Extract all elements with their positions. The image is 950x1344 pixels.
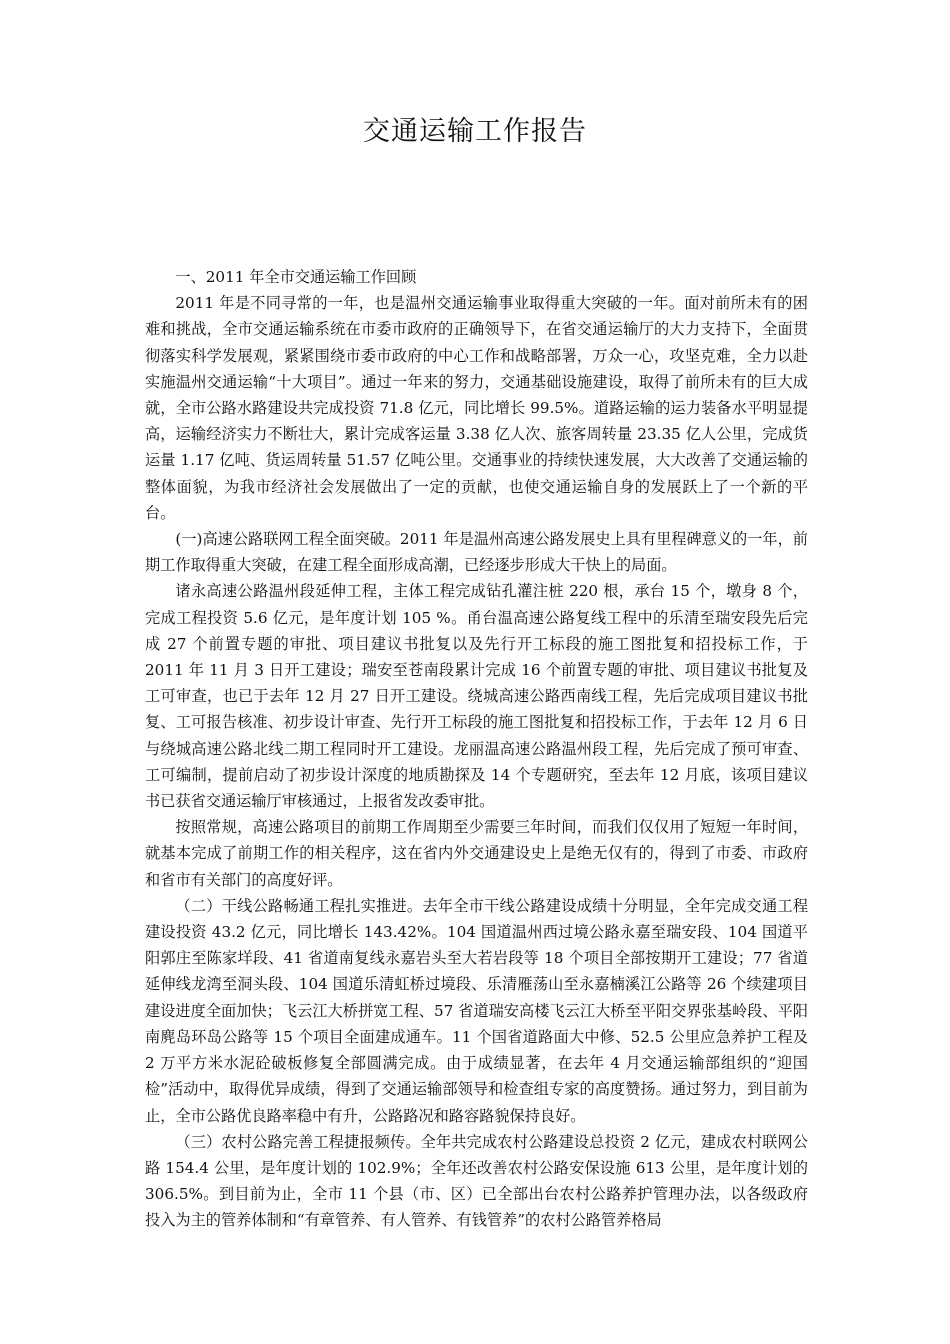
- paragraph-expressway: (一)高速公路联网工程全面突破。2011 年是温州高速公路发展史上具有里程碑意义的一年，前期工作取得重大突破，在建工程全面形成高潮，已经逐步形成大干快上的局面。: [145, 530, 808, 575]
- paragraph-rural-roads: （三）农村公路完善工程捷报频传。全年共完成农村公路建设总投资 2 亿元，建成农村联网公路 154.4 公里，是年度计划的 102.9%；全年还改善农村公路安保设施 613 公里，是年度计划的 306.5%。到目前为止，全市 11 个县（市、区）已全部出台农村公路养护管理办法，以各级政府投入为主的管养体制和“有章管养、有人管养、有钱管养”的农村公路管养格局: [145, 1132, 808, 1230]
- paragraph-trunk-roads: （二）干线公路畅通工程扎实推进。去年全市干线公路建设成绩十分明显，全年完成交通工程建设投资 43.2 亿元，同比增长 143.42%。104 国道温州西过境公路永嘉至瑞安段、104 国道平阳郭庄至陈家垟段、41 省道南复线永嘉岩头至大若岩段等 18 个项目全部按期开工建设；77 省道延伸线龙湾至洞头段、104 国道乐清虹桥过境段、乐清雁荡山至永嘉楠溪江公路等 26 个续建项目建设进度全面加快；飞云江大桥拼宽工程、57 省道瑞安高楼飞云江大桥至平阳交界张基岭段、平阳南麂岛环岛公路等 15 个项目全面建成通车。11 个国省道路面大中修、52.5 公里应急养护工程及 2 万平方米水泥砼破板修复全部圆满完成。由于成绩显著，在去年 4 月交通运输部组织的“迎国检”活动中，取得优异成绩，得到了交通运输部领导和检查组专家的高度赞扬。通过努力，到目前为止，全市公路优良路率稳中有升，公路路况和路容路貌保持良好。: [145, 896, 808, 1125]
- paragraph-preliminary-work: 按照常规，高速公路项目的前期工作周期至少需要三年时间，而我们仅仅用了短短一年时间，就基本完成了前期工作的相关程序，这在省内外交通建设史上是绝无仅有的，得到了市委、市政府和省市有关部门的高度好评。: [145, 818, 808, 889]
- document-title: 交通运输工作报告: [363, 116, 587, 147]
- section-heading: 一、2011 年全市交通运输工作回顾: [175, 268, 417, 286]
- document-body: [145, 264, 808, 1234]
- paragraph-overview: 2011 年是不同寻常的一年，也是温州交通运输事业取得重大突破的一年。面对前所未有的困难和挑战，全市交通运输系统在市委市政府的正确领导下，在省交通运输厅的大力支持下，全面贯彻落实科学发展观，紧紧围绕市委市政府的中心工作和战略部署，万众一心，攻坚克难，全力以赴实施温州交通运输“十大项目”。通过一年来的努力，交通基础设施建设，取得了前所未有的巨大成就，全市公路水路建设共完成投资 71.8 亿元，同比增长 99.5%。道路运输的运力装备水平明显提高，运输经济实力不断壮大，累计完成客运量 3.38 亿人次、旅客周转量 23.35 亿人公里，完成货运量 1.17 亿吨、货运周转量 51.57 亿吨公里。交通事业的持续快速发展，大大改善了交通运输的整体面貌，为我市经济社会发展做出了一定的贡献，也使交通运输自身的发展跃上了一个新的平台。: [145, 294, 808, 522]
- paragraph-expressway-projects: 诸永高速公路温州段延伸工程，主体工程完成钻孔灌注桩 220 根，承台 15 个，墩身 8 个，完成工程投资 5.6 亿元，是年度计划 105 %。甬台温高速公路复线工程中的乐清至瑞安段先后完成 27 个前置专题的审批、项目建议书批复以及先行开工标段的施工图批复和招投标工作，于 2011 年 11 月 3 日开工建设；瑞安至苍南段累计完成 16 个前置专题的审批、项目建议书批复及工可审查，也已于去年 12 月 27 日开工建设。绕城高速公路西南线工程，先后完成项目建议书批复、工可报告核准、初步设计审查、先行开工标段的施工图批复和招投标工作，于去年 12 月 6 日与绕城高速公路北线二期工程同时开工建设。龙丽温高速公路温州段工程，先后完成了预可审查、工可编制，提前启动了初步设计深度的地质勘探及 14 个专题研究，至去年 12 月底，该项目建议书已获省交通运输厅审核通过，上报省发改委审批。: [145, 582, 808, 811]
